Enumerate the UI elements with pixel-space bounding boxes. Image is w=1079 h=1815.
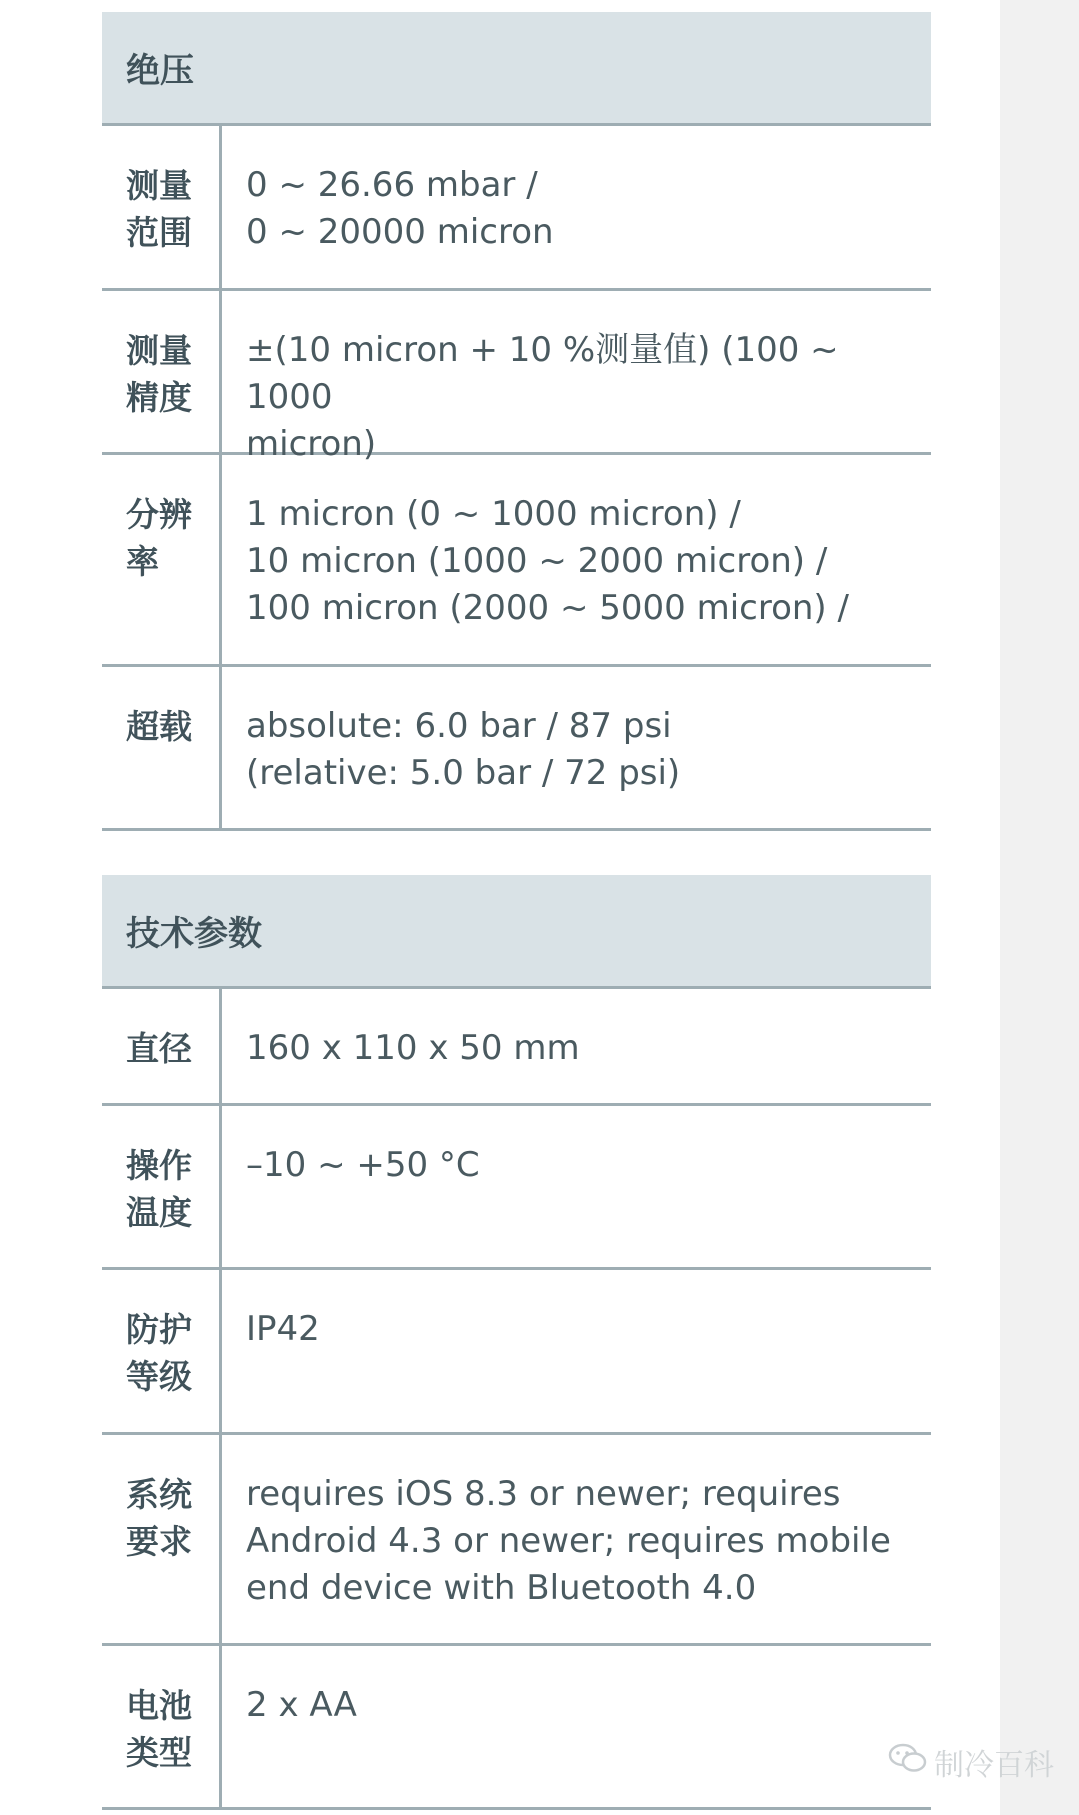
row-label: 分辨 率 <box>102 455 222 664</box>
row-label: 测量 范围 <box>102 126 222 288</box>
wechat-icon <box>888 1742 928 1782</box>
section-gap <box>102 831 931 875</box>
spec-table <box>102 12 931 1810</box>
row-label: 直径 <box>102 989 222 1103</box>
row-value: 0 ~ 26.66 mbar / 0 ~ 20000 micron <box>246 165 554 252</box>
table-row <box>102 126 931 291</box>
table-row <box>102 989 931 1106</box>
watermark <box>888 1740 1054 1784</box>
table-row <box>102 291 931 464</box>
watermark-text: 制冷百科 <box>934 1748 1054 1783</box>
table-row <box>102 667 931 831</box>
row-value: –10 ~ +50 °C <box>246 1145 480 1185</box>
table-row <box>102 1106 931 1270</box>
row-value: IP42 <box>246 1309 320 1349</box>
row-label: 防护 等级 <box>102 1270 222 1432</box>
table-row <box>102 1435 931 1646</box>
table-row <box>102 1270 931 1435</box>
row-label: 超载 <box>102 667 222 828</box>
row-value: 1 micron (0 ~ 1000 micron) / 10 micron (1000 ~ 2000 micron) / 100 micron (2000 ~ 5000 micron) / <box>246 494 849 628</box>
row-value: absolute: 6.0 bar / 87 psi (relative: 5.0 bar / 72 psi) <box>246 706 681 793</box>
row-value: ±(10 micron + 10 %测量值) (100 ~ 1000 micron) <box>246 330 839 464</box>
table-row <box>102 1646 931 1810</box>
section-header-tech-params: 技术参数 <box>102 875 931 989</box>
row-value: 160 x 110 x 50 mm <box>246 1028 580 1068</box>
row-label: 系统 要求 <box>102 1435 222 1643</box>
table-row <box>102 455 931 667</box>
row-value: requires iOS 8.3 or newer; requires Android 4.3 or newer; requires mobile end device with Bluetooth 4.0 <box>246 1474 891 1608</box>
row-value: 2 x AA <box>246 1685 357 1725</box>
row-label: 电池 类型 <box>102 1646 222 1807</box>
row-label: 操作 温度 <box>102 1106 222 1267</box>
section-header-absolute-pressure: 绝压 <box>102 12 931 126</box>
row-label: 测量 精度 <box>102 291 222 452</box>
right-margin <box>1000 0 1079 1815</box>
